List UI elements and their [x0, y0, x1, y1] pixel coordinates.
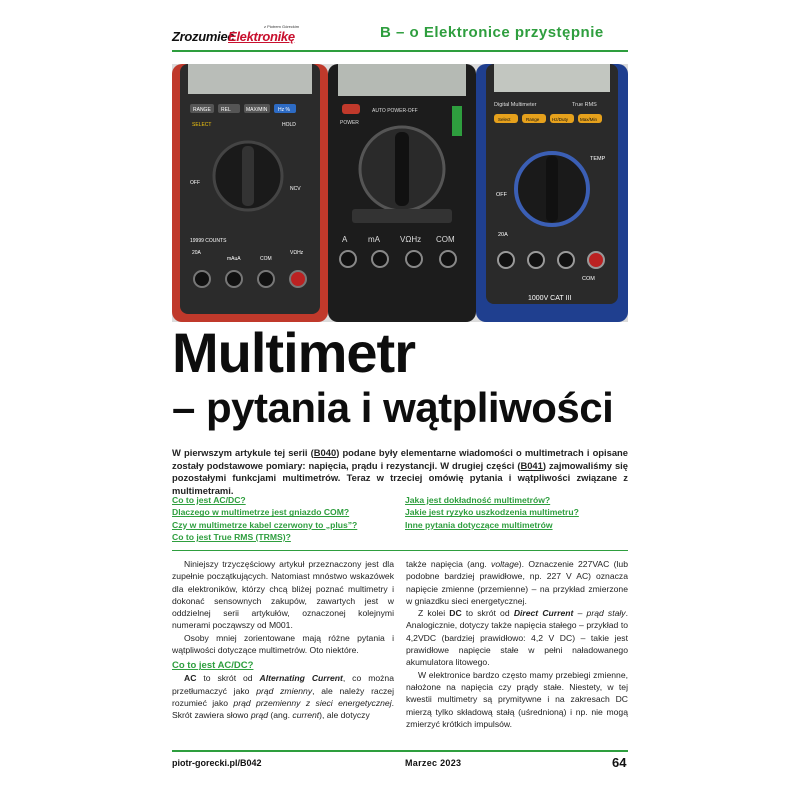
- multimeter-black: [328, 64, 476, 322]
- svg-text:Range: Range: [526, 117, 540, 122]
- lead-link-b040[interactable]: B040: [313, 447, 337, 458]
- body-paragraph: AC to skrót od Alternating Current, co można przetłumaczyć jako prąd zmienny, ale należy raczej rozumieć jako prąd przemienny z sieci energetycznej. Skrót zawiera słowo prąd (ang. current), ale dotyczy: [172, 673, 394, 721]
- svg-text:OFF: OFF: [190, 180, 200, 186]
- svg-text:COM: COM: [260, 256, 272, 262]
- svg-text:19999 COUNTS: 19999 COUNTS: [190, 238, 227, 244]
- svg-text:VΩHz: VΩHz: [290, 250, 304, 256]
- multimeter-red: [172, 64, 328, 322]
- svg-text:mA: mA: [368, 235, 380, 244]
- body-column-right: [406, 558, 628, 730]
- svg-text:OFF: OFF: [496, 192, 507, 198]
- body-paragraph: Z kolei DC to skrót od Direct Current – prąd stały. Analogicznie, dotyczy także napięcia stałego – przykład to 4,2VDC (bardziej prawidłowo: 4,2 V DC) – takie jest prawidłowe napięcie stałe w pełni naładowanego akumulatora litowego.: [406, 608, 628, 668]
- lead-text-1: W pierwszym artykule tej serii (: [172, 447, 314, 458]
- svg-text:POWER: POWER: [340, 120, 359, 126]
- toc-link-ac-dc[interactable]: Co to jest AC/DC?: [172, 495, 246, 505]
- lead-link-b041[interactable]: B041: [520, 459, 543, 471]
- body-paragraph: Osoby mniej zorientowane mają różne pytania i wątpliwości dotyczące multimetrów. Oto niektóre.: [172, 632, 394, 656]
- footer-url[interactable]: piotr-gorecki.pl/B042: [172, 758, 262, 768]
- svg-text:Hz %: Hz %: [278, 107, 290, 113]
- multimeter-blue: [476, 64, 628, 322]
- svg-text:MAX/MIN: MAX/MIN: [246, 107, 268, 113]
- multimeters-illustration: [172, 64, 628, 322]
- toc-link-true-rms[interactable]: Co to jest True RMS (TRMS)?: [172, 532, 291, 543]
- svg-text:AUTO POWER-OFF: AUTO POWER-OFF: [372, 108, 418, 114]
- logo-part1: Zrozumieć: [172, 29, 235, 44]
- svg-text:True RMS: True RMS: [572, 102, 597, 108]
- svg-text:RANGE: RANGE: [193, 107, 211, 113]
- svg-text:SELECT: SELECT: [192, 122, 212, 128]
- logo-part2: Elektronikę: [228, 29, 295, 44]
- svg-text:COM: COM: [436, 235, 455, 244]
- svg-text:20A: 20A: [192, 250, 201, 256]
- header-divider: [172, 50, 628, 52]
- svg-text:HOLD: HOLD: [282, 122, 296, 128]
- body-column-left: [172, 558, 394, 722]
- body-paragraph: także napięcia (ang. voltage). Oznaczenie 227VAC (lub podobne bardziej prawidłowe, np. 227 V AC) oznacza napięcie zmienne (przemienne) – na przykład zmierzone w gniazdku sieci energetycznej.: [406, 559, 628, 606]
- article-subtitle: – pytania i wątpliwości: [172, 384, 614, 431]
- footer-divider: [172, 750, 628, 752]
- body-paragraph: Niniejszy trzyczęściowy artykuł przeznaczony jest dla zupełnie początkujących. Natomiast mnóstwo wskazówek dla elektroników, którzy chcą bliżej poznać multimetry i dokonać sensownych zakupów, zawartych jest w oddzielnej serii artykułów, oznaczonej kolejnymi numerami począwszy od M001.: [172, 559, 394, 631]
- svg-text:COM: COM: [582, 276, 595, 282]
- svg-text:NCV: NCV: [290, 186, 301, 192]
- svg-text:1000V CAT III: 1000V CAT III: [528, 295, 572, 302]
- lead-text-3: ) zajmowaliśmy się pozostałymi funkcjami multimetrów. Teraz w trzeciej omówię pytania i wątpliwości związane z multimetrami.: [172, 459, 628, 496]
- toc-divider: [172, 550, 628, 551]
- series-title: B – o Elektronice przystępnie: [380, 24, 604, 41]
- section-heading-ac-dc: Co to jest AC/DC?: [172, 660, 254, 672]
- article-title: Multimetr: [172, 321, 415, 384]
- svg-text:TEMP: TEMP: [590, 156, 606, 162]
- svg-text:Hz/Duty: Hz/Duty: [552, 117, 569, 122]
- toc-link-damage-risk[interactable]: Jakie jest ryzyko uszkodzenia multimetru?: [405, 507, 579, 518]
- toc-link-accuracy[interactable]: Jaka jest dokładność multimetrów?: [405, 495, 551, 505]
- footer-date: Marzec 2023: [405, 758, 462, 768]
- svg-text:VΩHz: VΩHz: [400, 235, 422, 244]
- toc-link-red-cable[interactable]: Czy w multimetrze kabel czerwony to „plus”?: [172, 519, 358, 530]
- svg-text:Max/Min: Max/Min: [580, 117, 598, 122]
- svg-text:A: A: [342, 235, 348, 244]
- lead-text-2: ) podane były elementarne wiadomości o multimetrach i opisane zostały podstawowe pomiary: napięcia, prądu i rezystancji. W drugiej części (: [172, 447, 628, 471]
- toc-right: [405, 494, 579, 531]
- toc-link-com-socket[interactable]: Dlaczego w multimetrze jest gniazdo COM?: [172, 507, 350, 518]
- svg-text:Digital Multimeter: Digital Multimeter: [494, 102, 537, 108]
- body-paragraph: W elektronice bardzo często mamy przebiegi zmienne, nałożone na napięcia czy prądy stałe. Niestety, w tej kwestii multimetry są prymitywne i na zakresach DC mierzą tylko składową stałą (uśrednioną) i np. nie mogą zmierzyć krótkich impulsów.: [406, 669, 628, 729]
- logo-subtitle: z Piotrem Góreckim: [264, 24, 300, 29]
- svg-text:20A: 20A: [498, 232, 508, 238]
- page-number: 64: [612, 755, 627, 770]
- svg-text:REL: REL: [221, 107, 231, 113]
- article-lead: [172, 447, 628, 497]
- svg-text:Select: Select: [498, 117, 511, 122]
- multimeters-photo: [172, 64, 628, 322]
- toc-left: [172, 494, 357, 544]
- brand-logo: [172, 24, 332, 46]
- toc-link-other-questions[interactable]: Inne pytania dotyczące multimetrów: [405, 519, 553, 530]
- svg-text:mAuA: mAuA: [227, 256, 241, 262]
